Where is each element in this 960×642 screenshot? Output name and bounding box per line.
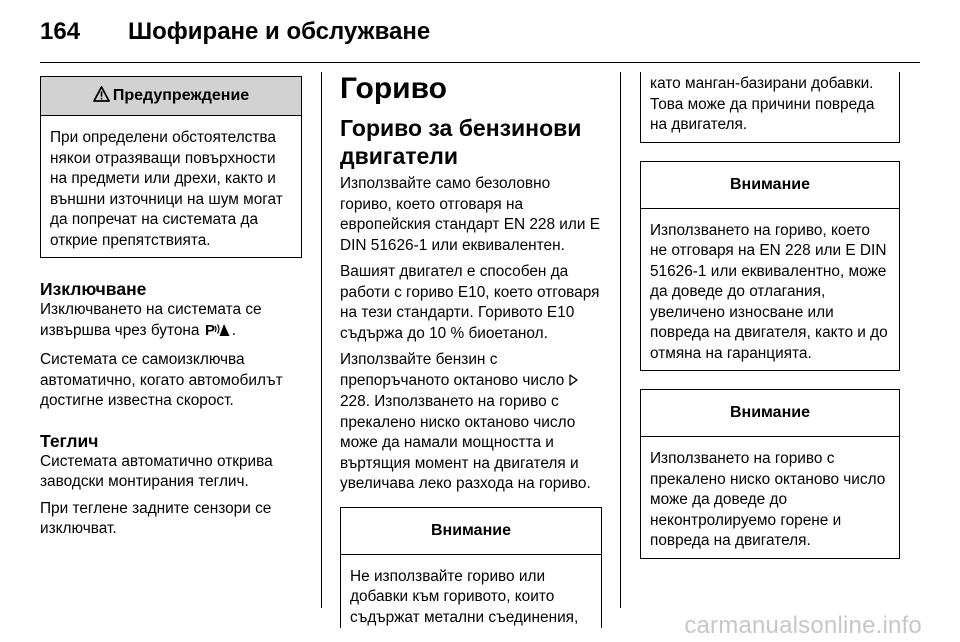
reference-arrow-icon [569, 372, 578, 393]
towbar-paragraph-2: При теглене задните сензори се изключват. [40, 499, 272, 537]
fuel-paragraph-2: Вашият двигател е способен да работи с гориво E10, което отговаря на тези стандарти. Горивото E10 съдържа до 10 % биоетанол. [340, 263, 600, 342]
warning-box-title: Предупреждение [112, 87, 250, 104]
caution-box-fuel-standard [640, 161, 900, 372]
column-1 [40, 76, 302, 546]
caution-box-text: Използването на гориво, което не отговаря на EN 228 или E DIN 51626-1 или еквивалентно, може да доведе до отлагания, увеличено износване или повреда на двигателя, както и до отмяна на гаранцията. [650, 221, 888, 362]
section-title-petrol-engines: Гориво за бензинови двигатели [340, 115, 582, 169]
caution-box-metals [340, 507, 602, 629]
warning-box-header [41, 77, 301, 116]
caution-box-header: Внимание [341, 508, 601, 555]
towbar-paragraph-1: Системата автоматично открива заводски монтирания теглич. [40, 452, 273, 490]
caution-box-text: Използването на гориво с прекалено ниско октаново число може да доведе до неконтролируемо горене и повреда на двигателя. [650, 450, 886, 549]
svg-text:P: P [204, 321, 215, 338]
section-heading-switch-off: Изключване [40, 279, 147, 299]
header-divider [40, 62, 920, 63]
caution-box-octane [640, 389, 900, 559]
column-divider-2 [620, 72, 621, 608]
chapter-title-fuel: Гориво [340, 72, 447, 105]
switch-off-paragraph-1: Изключването на системата се извършва чрез бутона P . [40, 300, 302, 344]
caution-box-header: Внимание [641, 390, 899, 437]
page-title: Шофиране и обслужване [128, 18, 431, 45]
fuel-paragraph-3: Използвайте бензин с препоръчаното октаново число 228. Използването на гориво с прекалено ниско октаново число може да намали мощността и въртящия момент на двигателя и увеличава леко разхода на гориво. [340, 351, 591, 492]
park-assist-button-icon [205, 321, 231, 345]
caution-box-text: Не използвайте гориво или добавки към горивото, които съдържат метални съединения, [350, 567, 579, 626]
column-2 [340, 72, 602, 628]
reference-page-link[interactable]: 228 [340, 393, 366, 410]
caution-continued-text: като манган-базирани добавки. Това може да причини повреда на двигателя. [650, 75, 875, 133]
section-heading-towbar: Теглич [40, 430, 99, 451]
watermark: carmanualsonline.info [684, 612, 922, 639]
column-divider-1 [321, 72, 322, 608]
column-3 [640, 72, 900, 559]
warning-triangle-icon [93, 86, 110, 107]
warning-box-text: При определени обстоятелства някои отразяващи повърхности на предмети или дрехи, както и външни източници на шум могат да попречат на системата да открие препятствията. [50, 129, 283, 249]
fuel-paragraph-1: Използвайте само безоловно гориво, което отговаря на европейския стандарт EN 228 или E DIN 51626-1 или еквивалентен. [340, 175, 601, 254]
page-number: 164 [40, 18, 81, 45]
warning-box [40, 76, 302, 258]
page-header [40, 12, 920, 58]
caution-box-continued [640, 72, 900, 143]
switch-off-paragraph-2: Системата се самоизключва автоматично, когато автомобилът достигне известна скорост. [40, 351, 283, 409]
caution-box-header: Внимание [641, 162, 899, 209]
